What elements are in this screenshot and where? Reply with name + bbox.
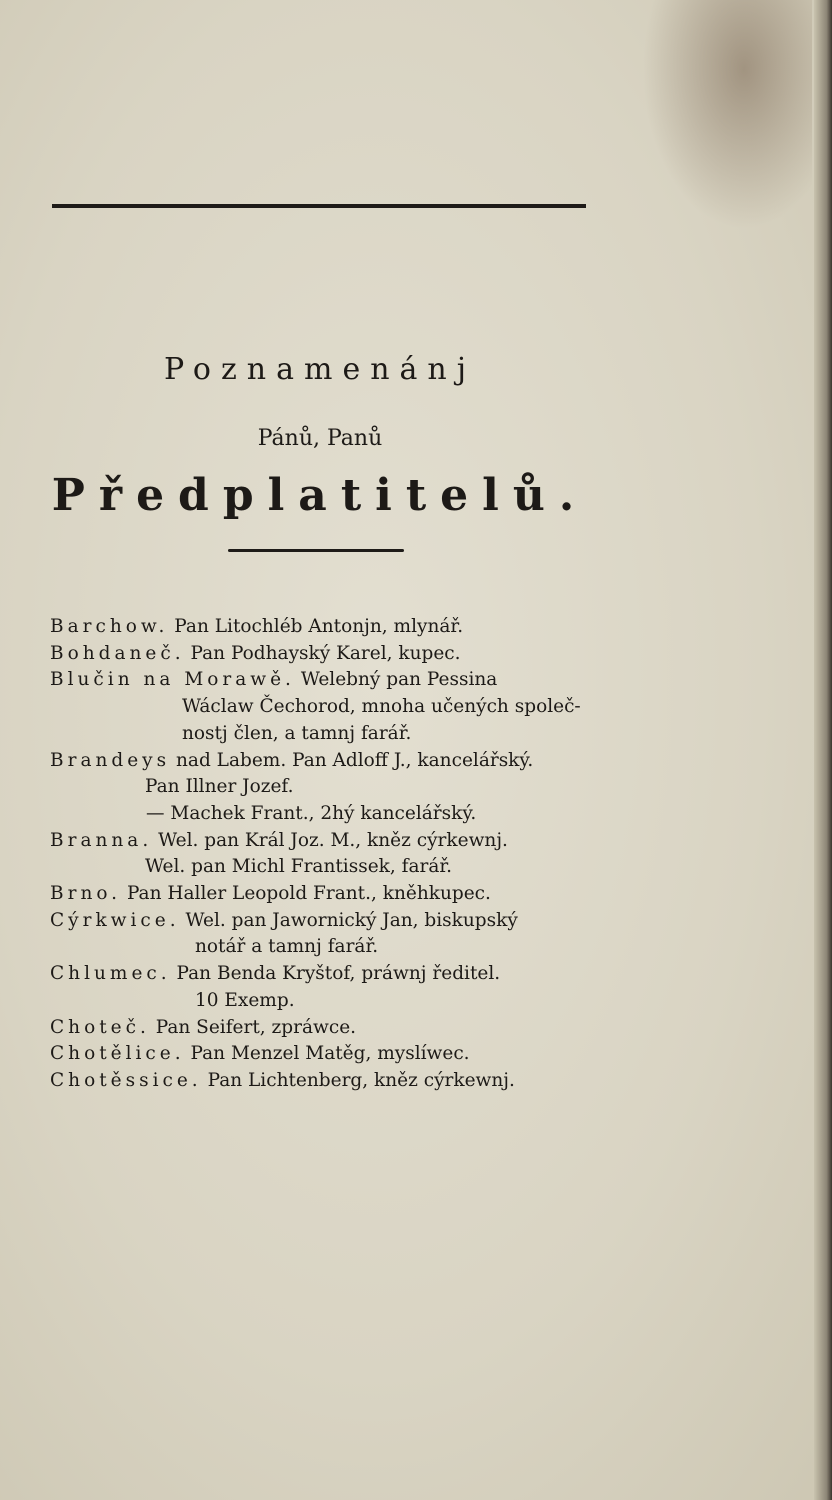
page-edge	[814, 0, 832, 1500]
middle-rule	[228, 549, 404, 552]
list-item-continuation: notář a tamnj farář.	[195, 936, 379, 958]
top-rule	[52, 204, 586, 208]
list-item: Bohdaneč. Pan Podhayský Karel, kupec.	[50, 642, 461, 664]
list-item: Branna. Wel. pan Král Joz. M., kněz cýrkewnj.	[50, 829, 508, 851]
list-item-continuation: Pan Illner Jozef.	[145, 776, 294, 798]
corner-stain	[642, 0, 812, 230]
heading-line-1: Poznamenánj	[163, 352, 477, 387]
list-item: Barchow. Pan Litochléb Antonjn, mlynář.	[50, 616, 464, 637]
subscriber-list	[50, 614, 620, 1095]
list-item: Chotělice. Pan Menzel Matěg, myslíwec.	[50, 1043, 470, 1065]
list-item: Choteč. Pan Seifert, zpráwce.	[50, 1016, 357, 1038]
list-item: Brandeys nad Labem. Pan Adloff J., kancelářský.	[50, 749, 534, 771]
list-item-continuation: 10 Exemp.	[195, 989, 295, 1011]
heading-line-3: Předplatitelů.	[51, 470, 589, 521]
list-item: Chotěssice. Pan Lichtenberg, kněz cýrkewnj.	[50, 1069, 515, 1091]
list-item-continuation: Wel. pan Michl Frantissek, farář.	[145, 856, 453, 878]
list-item: Cýrkwice. Wel. pan Jawornický Jan, biskupský	[50, 909, 518, 931]
list-item: Brno. Pan Haller Leopold Frant., kněhkupec.	[50, 883, 491, 905]
list-item-continuation: nostj člen, a tamnj farář.	[182, 722, 412, 744]
list-item-continuation: — Machek Frant., 2hý kancelářský.	[146, 802, 477, 824]
list-item: Chlumec. Pan Benda Kryštof, práwnj ředitel.	[50, 963, 501, 985]
list-item-continuation: Wáclaw Čechorod, mnoha učených společ-	[182, 696, 581, 718]
list-item: Blučin na Morawě. Welebný pan Pessina	[50, 669, 498, 691]
heading-line-2: Pánů, Panů	[257, 426, 383, 451]
